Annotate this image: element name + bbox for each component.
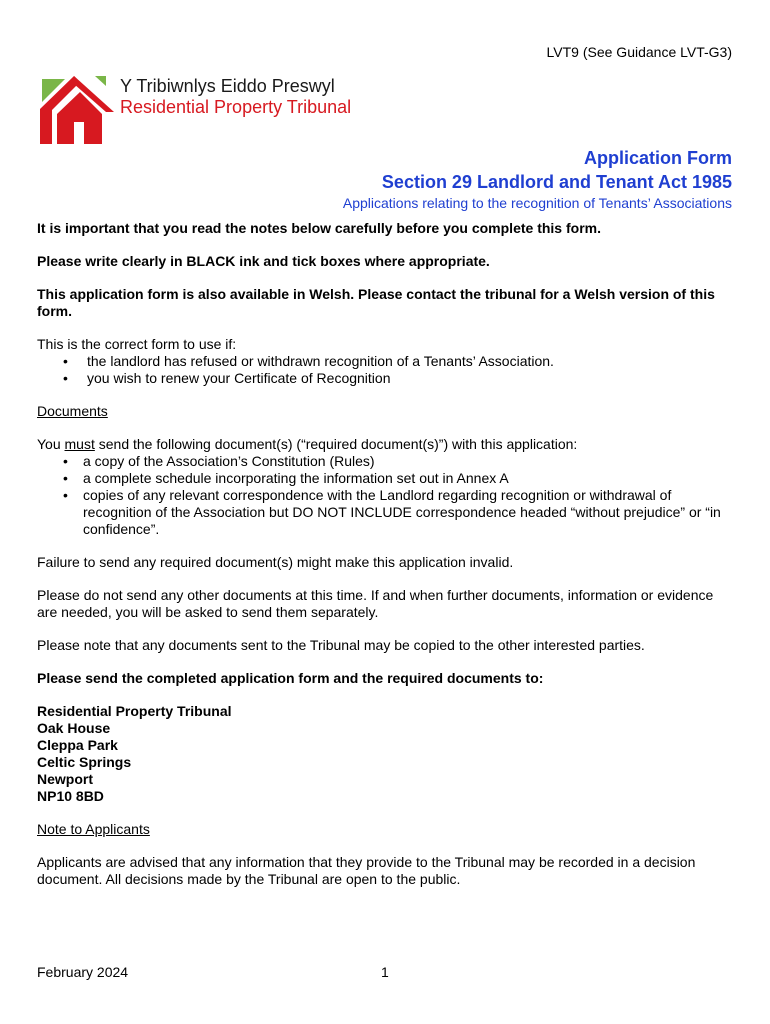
copied-note: Please note that any documents sent to the Tribunal may be copied to the other interested parties. bbox=[37, 637, 645, 653]
page-number: 1 bbox=[381, 964, 389, 980]
address-line: Celtic Springs bbox=[37, 754, 132, 770]
bullet-icon: • bbox=[63, 470, 68, 486]
house-logo-icon bbox=[40, 72, 120, 148]
failure-warning: Failure to send any required document(s) might make this application invalid. bbox=[37, 554, 514, 570]
address-line: Residential Property Tribunal bbox=[37, 703, 232, 719]
correct-form-list bbox=[37, 353, 737, 387]
address-line: Newport bbox=[37, 771, 93, 787]
required-documents-list bbox=[37, 453, 737, 538]
list-item: • the landlord has refused or withdrawn recognition of a Tenants’ Association. bbox=[63, 353, 554, 369]
documents-lead: You must send the following document(s) (“required document(s)”) with this application: bbox=[37, 436, 578, 452]
welsh-version-note: This application form is also available in Welsh. Please contact the tribunal for a Welsh version of this form. bbox=[37, 286, 715, 319]
form-title: Application Form bbox=[584, 148, 732, 168]
form-subtitle: Applications relating to the recognition of Tenants’ Associations bbox=[342, 195, 732, 211]
footer-date: February 2024 bbox=[37, 964, 129, 980]
list-item: • you wish to renew your Certificate of Recognition bbox=[63, 370, 391, 386]
logo-english-name: Residential Property Tribunal bbox=[120, 97, 352, 117]
bullet-icon: • bbox=[63, 353, 68, 369]
list-item: • a copy of the Association’s Constitution (Rules) bbox=[63, 453, 375, 469]
form-title-block bbox=[343, 146, 732, 212]
ink-instruction: Please write clearly in BLACK ink and tick boxes where appropriate. bbox=[37, 253, 490, 269]
notes-instruction: It is important that you read the notes below carefully before you complete this form. bbox=[37, 220, 601, 236]
list-item: • a complete schedule incorporating the information set out in Annex A bbox=[63, 470, 509, 486]
tribunal-address bbox=[37, 703, 737, 805]
form-notes bbox=[37, 220, 737, 904]
documents-heading: Documents bbox=[37, 403, 108, 419]
form-reference: LVT9 (See Guidance LVT-G3) bbox=[546, 44, 732, 60]
list-item: • copies of any relevant correspondence with the Landlord regarding recognition or withdrawal of recognition of the Association but DO NOT INCLUDE correspondence headed “without prejudice” or “in confidence”. bbox=[63, 487, 721, 537]
note-text: Applicants are advised that any information that they provide to the Tribunal may be recorded in a decision document. All decisions made by the Tribunal are open to the public. bbox=[37, 854, 696, 887]
bullet-icon: • bbox=[63, 453, 68, 469]
bullet-icon: • bbox=[63, 487, 68, 503]
note-heading: Note to Applicants bbox=[37, 821, 150, 837]
address-line: Oak House bbox=[37, 720, 111, 736]
tribunal-logo bbox=[40, 72, 370, 148]
address-line: NP10 8BD bbox=[37, 788, 104, 804]
bullet-icon: • bbox=[63, 370, 68, 386]
no-other-documents-note: Please do not send any other documents at this time. If and when further documents, information or evidence are needed, you will be asked to send them separately. bbox=[37, 587, 714, 620]
form-act: Section 29 Landlord and Tenant Act 1985 bbox=[381, 172, 732, 192]
address-line: Cleppa Park bbox=[37, 737, 118, 753]
correct-form-lead: This is the correct form to use if: bbox=[37, 336, 237, 352]
send-to-heading: Please send the completed application form and the required documents to: bbox=[37, 670, 544, 686]
logo-welsh-name: Y Tribiwnlys Eiddo Preswyl bbox=[120, 76, 335, 96]
